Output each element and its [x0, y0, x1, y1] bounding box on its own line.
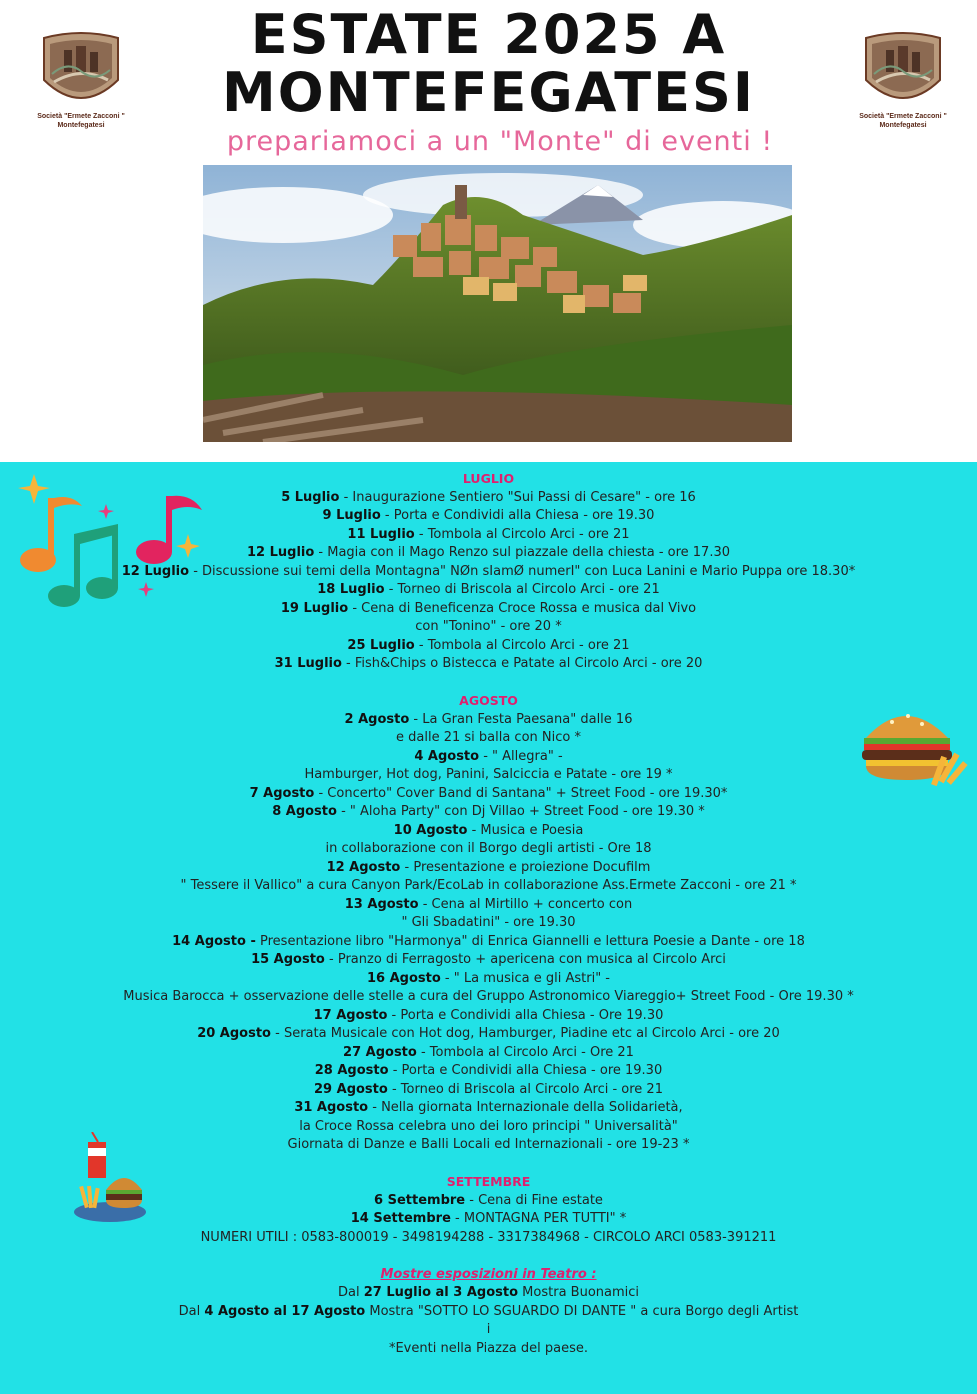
event-line [0, 766, 977, 785]
event-date: 6 Settembre [374, 1192, 466, 1208]
month-heading: AGOSTO [459, 693, 518, 708]
event-line [0, 507, 977, 526]
event-text: - Tombola al Circolo Arci - Ore 21 [416, 1044, 634, 1060]
event-line [0, 1321, 977, 1340]
event-date: 12 Luglio [246, 545, 315, 560]
exhibition-line [0, 1303, 977, 1322]
event-date: 31 Luglio [274, 656, 342, 671]
event-text: - " Aloha Party" con Dj Villao + Street Food - ore 19.30 * [336, 804, 705, 819]
event-line [0, 1192, 977, 1211]
event-text: *Eventi nella Piazza del paese. [388, 1340, 589, 1356]
event-line [0, 618, 977, 637]
event-text: - " La musica e gli Astri" - [440, 970, 610, 986]
event-text: - Torneo di Briscola al Circolo Arci - ore 21 [384, 582, 660, 597]
event-text: - Porta e Condividi alla Chiesa - ore 19.30 [388, 1063, 663, 1078]
event-text: - Concerto" Cover Band di Santana" + Street Food - ore 19.30* [314, 785, 728, 801]
event-text: Dal [178, 1303, 205, 1319]
month-heading: LUGLIO [462, 471, 515, 486]
event-date: 31 Agosto [294, 1100, 369, 1115]
event-line [0, 1081, 977, 1100]
event-text: NUMERI UTILI : 0583-800019 - 3498194288 - 3317384968 - CIRCOLO ARCI 0583-391211 [200, 1229, 777, 1245]
event-text: - Torneo di Briscola al Circolo Arci - ore 21 [387, 1081, 663, 1097]
event-text: - Porta e Condividi alla Chiesa - ore 19.30 [380, 508, 655, 523]
event-line [0, 1099, 977, 1118]
event-text: - Discussione sui temi della Montagna" NØn sIamØ numerI" con Luca Lanini e Mario Puppa ore 18.30* [189, 563, 856, 579]
event-line [0, 822, 977, 841]
event-text: Musica Barocca + osservazione delle stelle a cura del Gruppo Astronomico Viareggio+ Street Food - Ore 19.30 * [123, 989, 854, 1004]
month-heading: SETTEMBRE [446, 1174, 531, 1189]
exhibitions-heading: Mostre esposizioni in Teatro : [380, 1266, 597, 1282]
title-line-2: MONTEFEGATESI [222, 61, 755, 124]
event-text: Presentazione libro "Harmonya" di Enrica Giannelli e lettura Poesie a Dante - ore 18 [255, 933, 805, 949]
event-date: 19 Luglio [280, 600, 349, 616]
event-date: 27 Luglio al 3 Agosto [363, 1285, 519, 1300]
event-date: 27 Agosto [343, 1044, 417, 1060]
event-line [0, 581, 977, 600]
event-text: " Tessere il Vallico" a cura Canyon Park/EcoLab in collaborazione Ass.Ermete Zacconi - ore 21 * [180, 878, 797, 893]
event-text: - " Allegra" - [479, 748, 563, 764]
event-date: 9 Luglio [322, 508, 381, 523]
event-text: - MONTAGNA PER TUTTI" * [450, 1211, 627, 1226]
event-line [0, 988, 977, 1007]
event-list [0, 470, 977, 1358]
event-text: i [486, 1322, 491, 1337]
event-text: e dalle 21 si balla con Nico * [396, 730, 581, 745]
logo-left [36, 30, 126, 130]
subtitle: prepariamoci a un "Monte" di eventi ! [226, 126, 774, 157]
event-text: - Musica e Poesia [467, 822, 584, 838]
event-line [0, 1007, 977, 1026]
event-date: 28 Agosto [314, 1063, 389, 1078]
event-date: 13 Agosto [344, 896, 419, 912]
header [0, 0, 977, 462]
event-line [0, 840, 977, 859]
event-text: - Tombola al Circolo Arci - ore 21 [414, 526, 630, 542]
event-date: 17 Agosto [313, 1007, 388, 1023]
event-text: - Presentazione e proiezione Docufilm [400, 859, 651, 875]
shield-logo-icon [38, 30, 124, 110]
event-text: Mostra "SOTTO LO SGUARDO DI DANTE " a cura Borgo degli Artist [365, 1303, 799, 1319]
event-line [0, 803, 977, 822]
event-line [0, 526, 977, 545]
event-text: - Inaugurazione Sentiero "Sui Passi di Cesare" - ore 16 [339, 489, 696, 505]
event-text: - Serata Musicale con Hot dog, Hamburger, Piadine etc al Circolo Arci - ore 20 [271, 1026, 780, 1041]
event-line [0, 877, 977, 896]
event-line [0, 1340, 977, 1359]
page-title [0, 3, 977, 124]
event-date: 14 Agosto - [172, 933, 256, 949]
event-date: 12 Agosto [326, 859, 401, 875]
event-text: Dal [337, 1285, 364, 1300]
event-line [0, 1044, 977, 1063]
event-line [0, 655, 977, 674]
event-date: 14 Settembre [350, 1211, 451, 1226]
event-date: 7 Agosto [249, 785, 315, 801]
event-date: 4 Agosto [414, 748, 480, 764]
event-line [0, 489, 977, 508]
logo-right [858, 30, 948, 130]
event-text: con "Tonino" - ore 20 * [415, 619, 562, 634]
event-line [0, 1136, 977, 1155]
event-line [0, 896, 977, 915]
event-date: 8 Agosto [272, 804, 337, 819]
event-text: in collaborazione con il Borgo degli artisti - Ore 18 [325, 841, 652, 856]
title-line-1: ESTATE 2025 A [250, 3, 727, 66]
logo-text: Società "Ermete Zacconi " Montefegatesi [37, 113, 125, 129]
event-date: 5 Luglio [281, 489, 340, 505]
event-date: 25 Luglio [347, 637, 415, 653]
spacer [0, 1155, 977, 1174]
event-text: Hamburger, Hot dog, Panini, Salciccia e Patate - ore 19 * [304, 767, 673, 782]
event-text: " Gli Sbadatini" - ore 19.30 [401, 915, 576, 930]
event-date: 29 Agosto [314, 1081, 388, 1097]
spacer [0, 674, 977, 693]
event-line [0, 914, 977, 933]
event-text: - Porta e Condividi alla Chiesa - Ore 19.30 [387, 1007, 664, 1023]
event-date: 20 Agosto [197, 1026, 271, 1041]
event-text: Giornata di Danze e Balli Locali ed Internazionali - ore 19-23 * [287, 1137, 690, 1152]
exhibition-line [0, 1284, 977, 1303]
event-text: - Magia con il Mago Renzo sul piazzale della chiesta - ore 17.30 [314, 545, 731, 560]
event-line [0, 711, 977, 730]
event-line [0, 544, 977, 563]
event-line [0, 600, 977, 619]
event-line [0, 785, 977, 804]
spacer [0, 1247, 977, 1266]
event-line [0, 637, 977, 656]
shield-logo-icon [860, 30, 946, 110]
event-line [0, 933, 977, 952]
event-line [0, 859, 977, 878]
event-date: 18 Luglio [317, 582, 385, 597]
event-date: 12 Luglio [121, 563, 190, 579]
event-line [0, 951, 977, 970]
event-text: la Croce Rossa celebra uno dei loro principi " Universalità" [299, 1118, 678, 1134]
event-text: - Cena di Fine estate [465, 1192, 603, 1208]
event-line [0, 748, 977, 767]
event-text: - Cena di Beneficenza Croce Rossa e musica dal Vivo [348, 600, 697, 616]
events-section [0, 462, 977, 1394]
event-line [0, 1229, 977, 1248]
event-date: 10 Agosto [393, 822, 468, 838]
event-text: - Tombola al Circolo Arci - ore 21 [414, 637, 630, 653]
event-line [0, 563, 977, 582]
event-date: 11 Luglio [347, 526, 415, 542]
event-date: 4 Agosto al 17 Agosto [204, 1303, 366, 1319]
event-line [0, 970, 977, 989]
event-date: 16 Agosto [366, 970, 441, 986]
village-photo [203, 165, 792, 442]
event-text: - Pranzo di Ferragosto + apericena con musica al Circolo Arci [324, 952, 726, 967]
logo-text: Società "Ermete Zacconi " Montefegatesi [859, 113, 947, 129]
event-date: 2 Agosto [344, 711, 410, 727]
event-text: - Fish&Chips o Bistecca e Patate al Circolo Arci - ore 20 [341, 656, 703, 671]
event-line [0, 1118, 977, 1137]
event-text: Mostra Buonamici [518, 1285, 640, 1300]
event-text: - La Gran Festa Paesana" dalle 16 [409, 711, 633, 727]
event-line [0, 729, 977, 748]
event-text: - Cena al Mirtillo + concerto con [418, 896, 633, 912]
event-line [0, 1025, 977, 1044]
event-date: 15 Agosto [251, 952, 325, 967]
event-line [0, 1062, 977, 1081]
event-line [0, 1210, 977, 1229]
event-text: - Nella giornata Internazionale della Solidarietà, [368, 1100, 683, 1115]
